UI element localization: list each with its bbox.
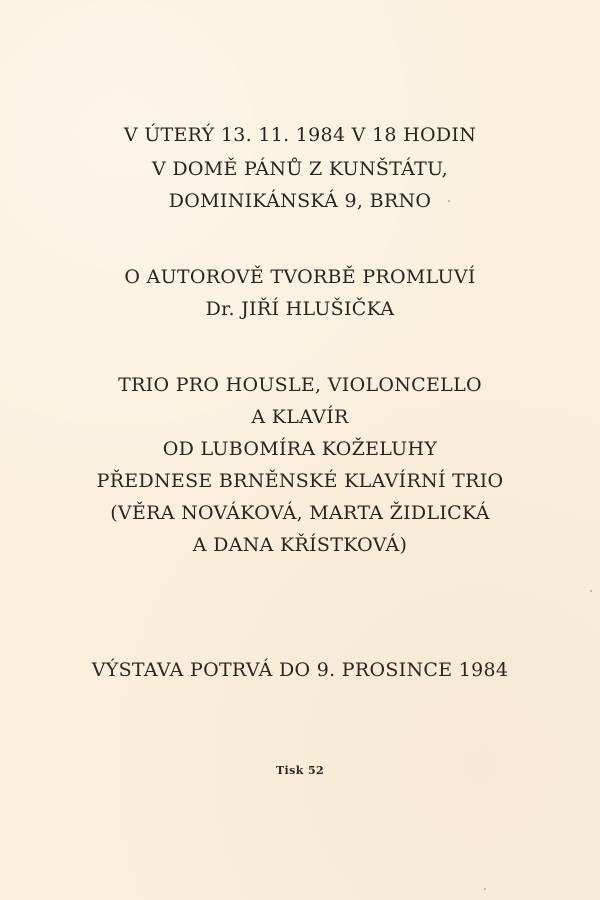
event-address: DOMINIKÁNSKÁ 9, BRNO — [168, 190, 432, 212]
paper-speck — [590, 590, 592, 592]
print-note: Tisk 52 — [275, 764, 325, 777]
paper-speck — [484, 888, 486, 890]
performance-title: TRIO PRO HOUSLE, VIOLONCELLO — [118, 374, 482, 396]
exhibition-duration: VÝSTAVA POTRVÁ DO 9. PROSINCE 1984 — [91, 659, 509, 681]
performer-group: PŘEDNESE BRNĚNSKÉ KLAVÍRNÍ TRIO — [96, 470, 504, 492]
composer-line: OD LUBOMÍRA KOŽELUHY — [162, 438, 438, 460]
performer-names-continued: A DANA KŘÍSTKOVÁ) — [192, 534, 408, 556]
performer-names: (VĚRA NOVÁKOVÁ, MARTA ŽIDLICKÁ — [110, 502, 490, 524]
speaker-intro: O AUTOROVĚ TVORBĚ PROMLUVÍ — [124, 266, 476, 288]
performance-title-continued: A KLAVÍR — [251, 406, 349, 428]
event-venue: V DOMĚ PÁNŮ Z KUNŠTÁTU, — [152, 158, 448, 180]
event-date-time: V ÚTERÝ 13. 11. 1984 V 18 HODIN — [123, 124, 477, 146]
speaker-name: Dr. JIŘÍ HLUŠIČKA — [205, 298, 395, 320]
